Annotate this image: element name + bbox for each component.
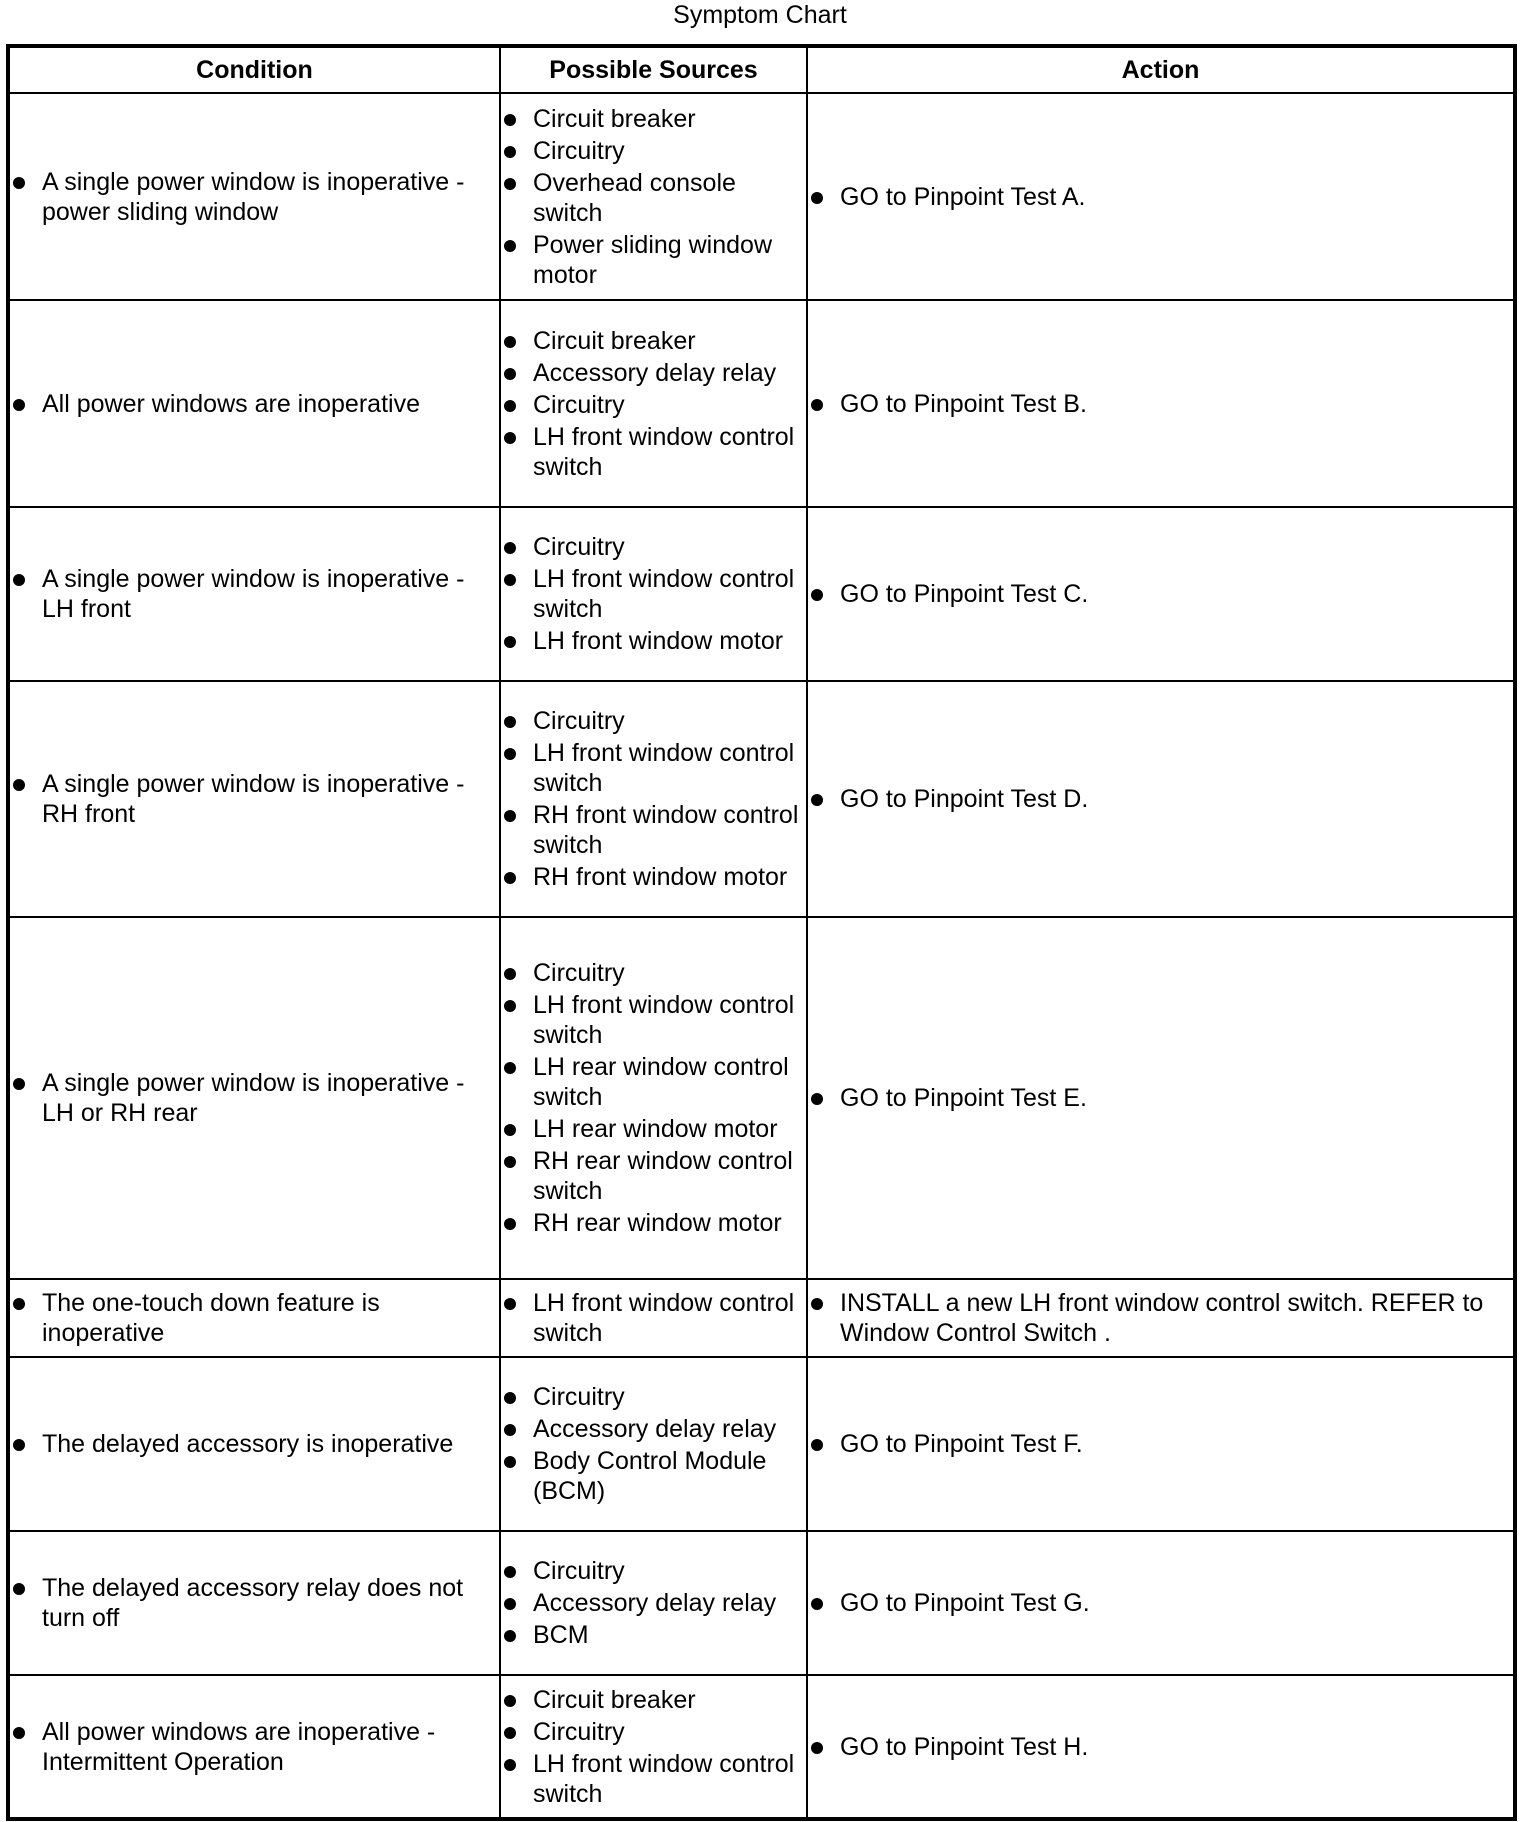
table-row [8, 1675, 1515, 1819]
source-item: LH front window control switch [501, 990, 806, 1050]
source-item: Circuitry [501, 532, 806, 562]
action-text: GO to Pinpoint Test F. [808, 1429, 1513, 1459]
source-item: LH front window motor [501, 626, 806, 656]
source-item: RH front window motor [501, 862, 806, 892]
sources-cell [500, 681, 807, 917]
condition-text: A single power window is inoperative - LH or RH rear [10, 1068, 499, 1128]
condition-text: A single power window is inoperative - LH front [10, 564, 499, 624]
source-item: Accessory delay relay [501, 1414, 806, 1444]
sources-cell [500, 917, 807, 1279]
action-text: INSTALL a new LH front window control switch. REFER to Window Control Switch . [808, 1288, 1513, 1348]
source-item: Circuit breaker [501, 1685, 806, 1715]
symptom-chart-table [6, 44, 1517, 1821]
source-item: Overhead console switch [501, 168, 806, 228]
action-cell [807, 917, 1515, 1279]
source-item: Circuitry [501, 706, 806, 736]
action-cell [807, 93, 1515, 300]
table-row [8, 507, 1515, 681]
condition-cell [8, 917, 500, 1279]
condition-text: The delayed accessory relay does not turn off [10, 1573, 499, 1633]
action-text: GO to Pinpoint Test C. [808, 579, 1513, 609]
table-row [8, 1279, 1515, 1357]
table-row [8, 1357, 1515, 1531]
action-cell [807, 1675, 1515, 1819]
source-item: Circuit breaker [501, 104, 806, 134]
header-row [8, 46, 1515, 93]
source-item: Body Control Module (BCM) [501, 1446, 806, 1506]
source-item: RH rear window control switch [501, 1146, 806, 1206]
condition-cell [8, 1279, 500, 1357]
action-cell [807, 300, 1515, 507]
condition-cell [8, 93, 500, 300]
action-cell [807, 507, 1515, 681]
source-item: LH front window control switch [501, 738, 806, 798]
sources-cell [500, 507, 807, 681]
action-text: GO to Pinpoint Test E. [808, 1083, 1513, 1113]
source-item: LH front window control switch [501, 422, 806, 482]
sources-cell [500, 1531, 807, 1675]
condition-cell [8, 681, 500, 917]
source-item: Power sliding window motor [501, 230, 806, 290]
source-item: Circuitry [501, 136, 806, 166]
source-item: LH front window control switch [501, 1288, 806, 1348]
action-cell [807, 1357, 1515, 1531]
condition-cell [8, 1357, 500, 1531]
condition-text: The one-touch down feature is inoperative [10, 1288, 499, 1348]
source-item: Accessory delay relay [501, 358, 806, 388]
sources-cell [500, 300, 807, 507]
source-item: Circuitry [501, 390, 806, 420]
table-row [8, 300, 1515, 507]
source-item: Circuitry [501, 1556, 806, 1586]
source-item: RH rear window motor [501, 1208, 806, 1238]
condition-text: A single power window is inoperative - power sliding window [10, 167, 499, 227]
action-text: GO to Pinpoint Test H. [808, 1732, 1513, 1762]
sources-cell [500, 1357, 807, 1531]
condition-text: All power windows are inoperative - Intermittent Operation [10, 1717, 499, 1777]
source-item: RH front window control switch [501, 800, 806, 860]
condition-text: A single power window is inoperative - RH front [10, 769, 499, 829]
table-row [8, 917, 1515, 1279]
source-item: Circuit breaker [501, 326, 806, 356]
source-item: LH rear window motor [501, 1114, 806, 1144]
action-text: GO to Pinpoint Test B. [808, 389, 1513, 419]
condition-cell [8, 300, 500, 507]
action-cell [807, 1531, 1515, 1675]
condition-cell [8, 1675, 500, 1819]
sources-cell [500, 93, 807, 300]
condition-text: The delayed accessory is inoperative [10, 1429, 499, 1459]
source-item: Circuitry [501, 1717, 806, 1747]
action-text: GO to Pinpoint Test D. [808, 784, 1513, 814]
source-item: Circuitry [501, 958, 806, 988]
condition-text: All power windows are inoperative [10, 389, 499, 419]
header-condition: Condition [8, 46, 500, 93]
table-row [8, 681, 1515, 917]
source-item: LH rear window control switch [501, 1052, 806, 1112]
action-text: GO to Pinpoint Test G. [808, 1588, 1513, 1618]
condition-cell [8, 1531, 500, 1675]
source-item: LH front window control switch [501, 564, 806, 624]
source-item: LH front window control switch [501, 1749, 806, 1809]
sources-cell [500, 1279, 807, 1357]
source-item: BCM [501, 1620, 806, 1650]
page-title: Symptom Chart [673, 1, 847, 29]
action-cell [807, 681, 1515, 917]
sources-cell [500, 1675, 807, 1819]
condition-cell [8, 507, 500, 681]
source-item: Accessory delay relay [501, 1588, 806, 1618]
table-row [8, 1531, 1515, 1675]
action-text: GO to Pinpoint Test A. [808, 182, 1513, 212]
table-row [8, 93, 1515, 300]
header-possible-sources: Possible Sources [500, 46, 807, 93]
header-action: Action [807, 46, 1515, 93]
source-item: Circuitry [501, 1382, 806, 1412]
action-cell [807, 1279, 1515, 1357]
